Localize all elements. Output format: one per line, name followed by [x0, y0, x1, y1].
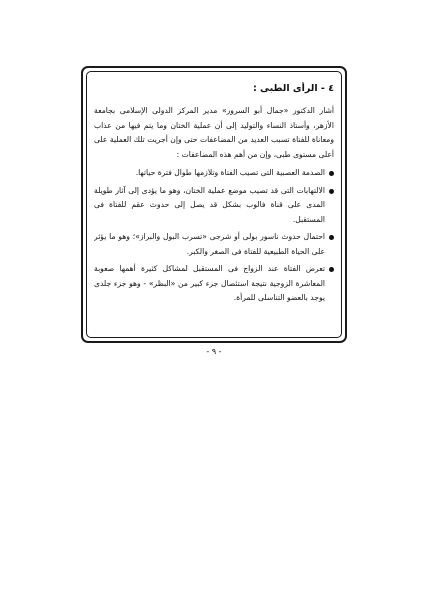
list-item-text: الالتهابات التى قد تصيب موضع عملية الختان، وهو ما يؤدى إلى آثار طويلة المدى على قناة فالوب بشكل قد يصل إلى حدوث عقم للفتاة فى المستقبل.	[94, 185, 325, 224]
list-item	[94, 184, 334, 228]
list-item-text: احتمال حدوث ناسور بولى أو شرجى «تسرب البول والبراز»؛ وهو ما يؤثر على الحياة الطبيعية للفتاة فى الصغر والكبر.	[94, 232, 325, 256]
page-content	[94, 82, 334, 331]
list-item-text: الصدمة العصبية التى تصيب الفتاة وتلازمها طوال فترة حياتها.	[135, 168, 325, 177]
bullet-icon	[329, 235, 334, 240]
list-item-text: تعرض الفتاة عند الزواج فى المستقبل لمشاكل كثيرة أهمها صعوبة المعاشرة الزوجية نتيجة استئصال جزء كبير من «البظر» - وهو جزء جلدى يوجد بالعضو التناسلى للمرأة.	[94, 264, 325, 302]
bullet-icon	[329, 267, 334, 272]
list-item	[94, 166, 334, 181]
complications-list	[94, 166, 334, 306]
page-frame-inner	[86, 71, 342, 338]
section-heading: ٤ - الرأى الطبى :	[252, 83, 334, 94]
intro-paragraph: أشار الدكتور «جمال أبو السرور» مدير المركز الدولى الإسلامى بجامعة الأزهر، وأستاذ النساء والتوليد إلى أن عملية الختان وما يتم فيها من عذاب ومعاناة للفتاة تسبب العديد من المضاعفات حتى وإن أجريت تلك العملية على أعلى مستوى طبى، وإن من أهم هذه المضاعفات :	[94, 106, 334, 159]
list-item	[94, 230, 334, 259]
bullet-icon	[329, 189, 334, 194]
page-frame	[81, 66, 347, 343]
page-number: - ٩ -	[206, 347, 222, 356]
list-item	[94, 262, 334, 306]
bullet-icon	[329, 171, 334, 176]
